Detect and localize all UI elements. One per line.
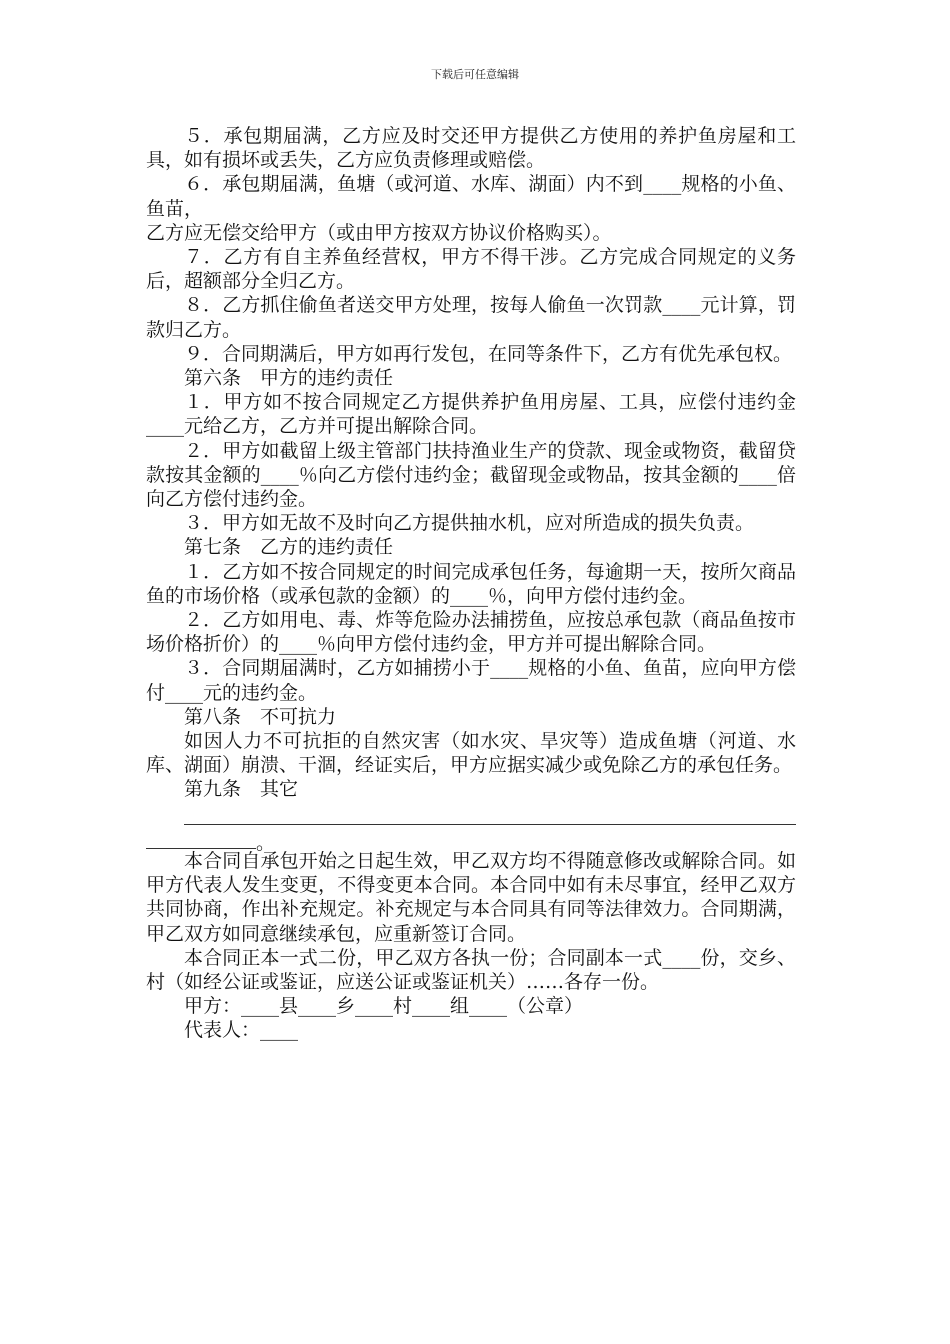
article-6-item-3: ３．甲方如无故不及时向乙方提供抽水机，应对所造成的损失负责。	[184, 512, 755, 535]
clause-9: ９．合同期满后，甲方如再行发包，在同等条件下，乙方有优先承包权。	[184, 342, 793, 365]
article-9-heading: 第九条 其它	[184, 778, 299, 801]
representative-line: 代表人：____	[184, 1019, 299, 1042]
blank-fill-line	[184, 816, 796, 825]
page-header: 下载后可任意编辑	[431, 68, 519, 81]
closing-effect: 本合同自承包开始之日起生效，甲乙双方均不得随意修改或解除合同。如甲方代表人发生变更，不得变更本合同。本合同中如有未尽事宜，经甲乙双方共同协商，作出补充规定。补充规定与本合同具有同等法律效力。合同期满，甲乙双方如同意继续承包，应重新签订合同。	[146, 849, 796, 945]
article-8-heading: 第八条 不可抗力	[184, 705, 337, 728]
clause-7: ７．乙方有自主养鱼经营权，甲方不得干涉。乙方完成合同规定的义务后，超额部分全归乙方。	[146, 246, 796, 293]
article-7-item-2: ２．乙方如用电、毒、炸等危险办法捕捞鱼，应按总承包款（商品鱼按市场价格折价）的____％向甲方偿付违约金，甲方并可提出解除合同。	[146, 609, 796, 656]
article-7-item-1: １．乙方如不按合同规定的时间完成承包任务，每逾期一天，按所欠商品鱼的市场价格（或承包款的金额）的____％，向甲方偿付违约金。	[146, 560, 796, 607]
article-7-heading: 第七条 乙方的违约责任	[184, 536, 394, 559]
blank-fill-period: 。	[256, 831, 276, 854]
contract-body	[146, 124, 796, 1043]
clause-6-continued: 乙方应无偿交给甲方（或由甲方按双方协议价格购买）。	[146, 221, 612, 244]
article-6-item-1: １．甲方如不按合同规定乙方提供养护鱼用房屋、工具，应偿付违约金____元给乙方，乙方并可提出解除合同。	[146, 391, 796, 438]
article-7-item-3: ３．合同期届满时，乙方如捕捞小于____规格的小鱼、鱼苗，应向甲方偿付____元的违约金。	[146, 657, 796, 704]
party-a-line: 甲方：____县____乡____村____组____（公章）	[184, 995, 584, 1018]
clause-5: ５．承包期届满，乙方应及时交还甲方提供乙方使用的养护鱼房屋和工具，如有损坏或丢失，乙方应负责修理或赔偿。	[146, 125, 796, 172]
article-8-text: 如因人力不可抗拒的自然灾害（如水灾、旱灾等）造成鱼塘（河道、水库、湖面）崩溃、干涸，经证实后，甲方应据实减少或免除乙方的承包任务。	[146, 730, 796, 777]
clause-8: ８．乙方抓住偷鱼者送交甲方处理，按每人偷鱼一次罚款____元计算，罚款归乙方。	[146, 294, 796, 341]
article-6-item-2: ２．甲方如截留上级主管部门扶持渔业生产的贷款、现金或物资，截留贷款按其金额的____％向乙方偿付违约金；截留现金或物品，按其金额的____倍向乙方偿付违约金。	[146, 439, 796, 511]
article-6-heading: 第六条 甲方的违约责任	[184, 367, 394, 390]
blank-fill-segment	[146, 830, 256, 849]
blank-fill-line-end	[146, 825, 796, 854]
clause-6: ６．承包期届满，鱼塘（或河道、水库、湖面）内不到____规格的小鱼、鱼苗，	[146, 173, 796, 220]
closing-copies: 本合同正本一式二份，甲乙双方各执一份；合同副本一式____份，交乡、村（如经公证或鉴证，应送公证或鉴证机关）……各存一份。	[146, 946, 796, 993]
